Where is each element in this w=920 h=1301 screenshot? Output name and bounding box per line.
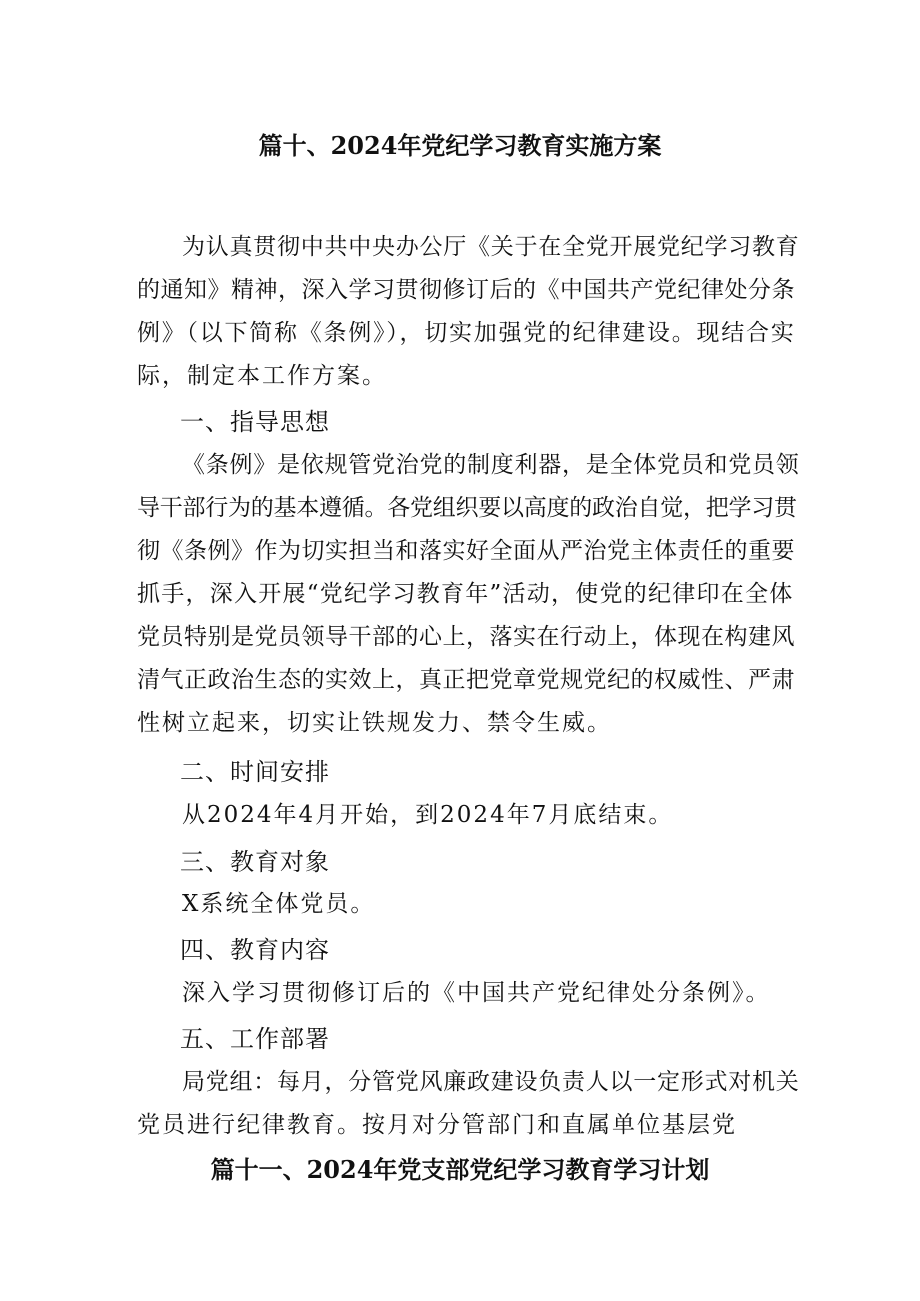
next-article-title: 篇十一、2024年党支部党纪学习教育学习计划 bbox=[210, 1155, 710, 1184]
section-line: X系统全体党员。 bbox=[182, 891, 376, 917]
section-line: 抓手，深入开展“党纪学习教育年”活动，使党的纪律印在全体 bbox=[137, 581, 794, 607]
section-line: 局党组：每月，分管党风廉政建设负责人以一定形式对机关 bbox=[182, 1069, 800, 1095]
section-line: 导干部行为的基本遵循。各党组织要以高度的政治自觉，把学习贯 bbox=[137, 495, 797, 521]
section-line: 党员进行纪律教育。按月对分管部门和直属单位基层党 bbox=[137, 1112, 737, 1138]
document-title: 篇十、2024年党纪学习教育实施方案 bbox=[258, 131, 662, 160]
section-line: 性树立起来，切实让铁规发力、禁令生威。 bbox=[137, 710, 612, 736]
intro-line: 为认真贯彻中共中央办公厅《关于在全党开展党纪学习教育 bbox=[182, 234, 800, 260]
section-line: 党员特别是党员领导干部的心上，落实在行动上，体现在构建风 bbox=[137, 624, 795, 650]
section-heading-guiding-ideology: 一、指导思想 bbox=[180, 408, 330, 436]
section-line: 从2024年4月开始，到2024年7月底结束。 bbox=[182, 802, 674, 828]
section-line: 彻《条例》作为切实担当和落实好全面从严治党主体责任的重要 bbox=[137, 538, 795, 564]
section-heading-content: 四、教育内容 bbox=[180, 936, 330, 964]
intro-line: 的通知》精神，深入学习贯彻修订后的《中国共产党纪律处分条 bbox=[137, 277, 795, 303]
intro-line: 例》（以下简称《条例》），切实加强党的纪律建设。现结合实 bbox=[137, 320, 796, 346]
section-heading-schedule: 二、时间安排 bbox=[180, 758, 330, 786]
section-line: 深入学习贯彻修订后的《中国共产党纪律处分条例》。 bbox=[182, 980, 771, 1006]
section-heading-deployment: 五、工作部署 bbox=[180, 1025, 330, 1053]
section-heading-audience: 三、教育对象 bbox=[180, 848, 330, 876]
section-line: 清气正政治生态的实效上，真正把党章党规党纪的权威性、严肃 bbox=[137, 667, 795, 693]
intro-line: 际，制定本工作方案。 bbox=[137, 363, 387, 389]
section-line: 《条例》是依规管党治党的制度利器，是全体党员和党员领 bbox=[182, 452, 800, 478]
